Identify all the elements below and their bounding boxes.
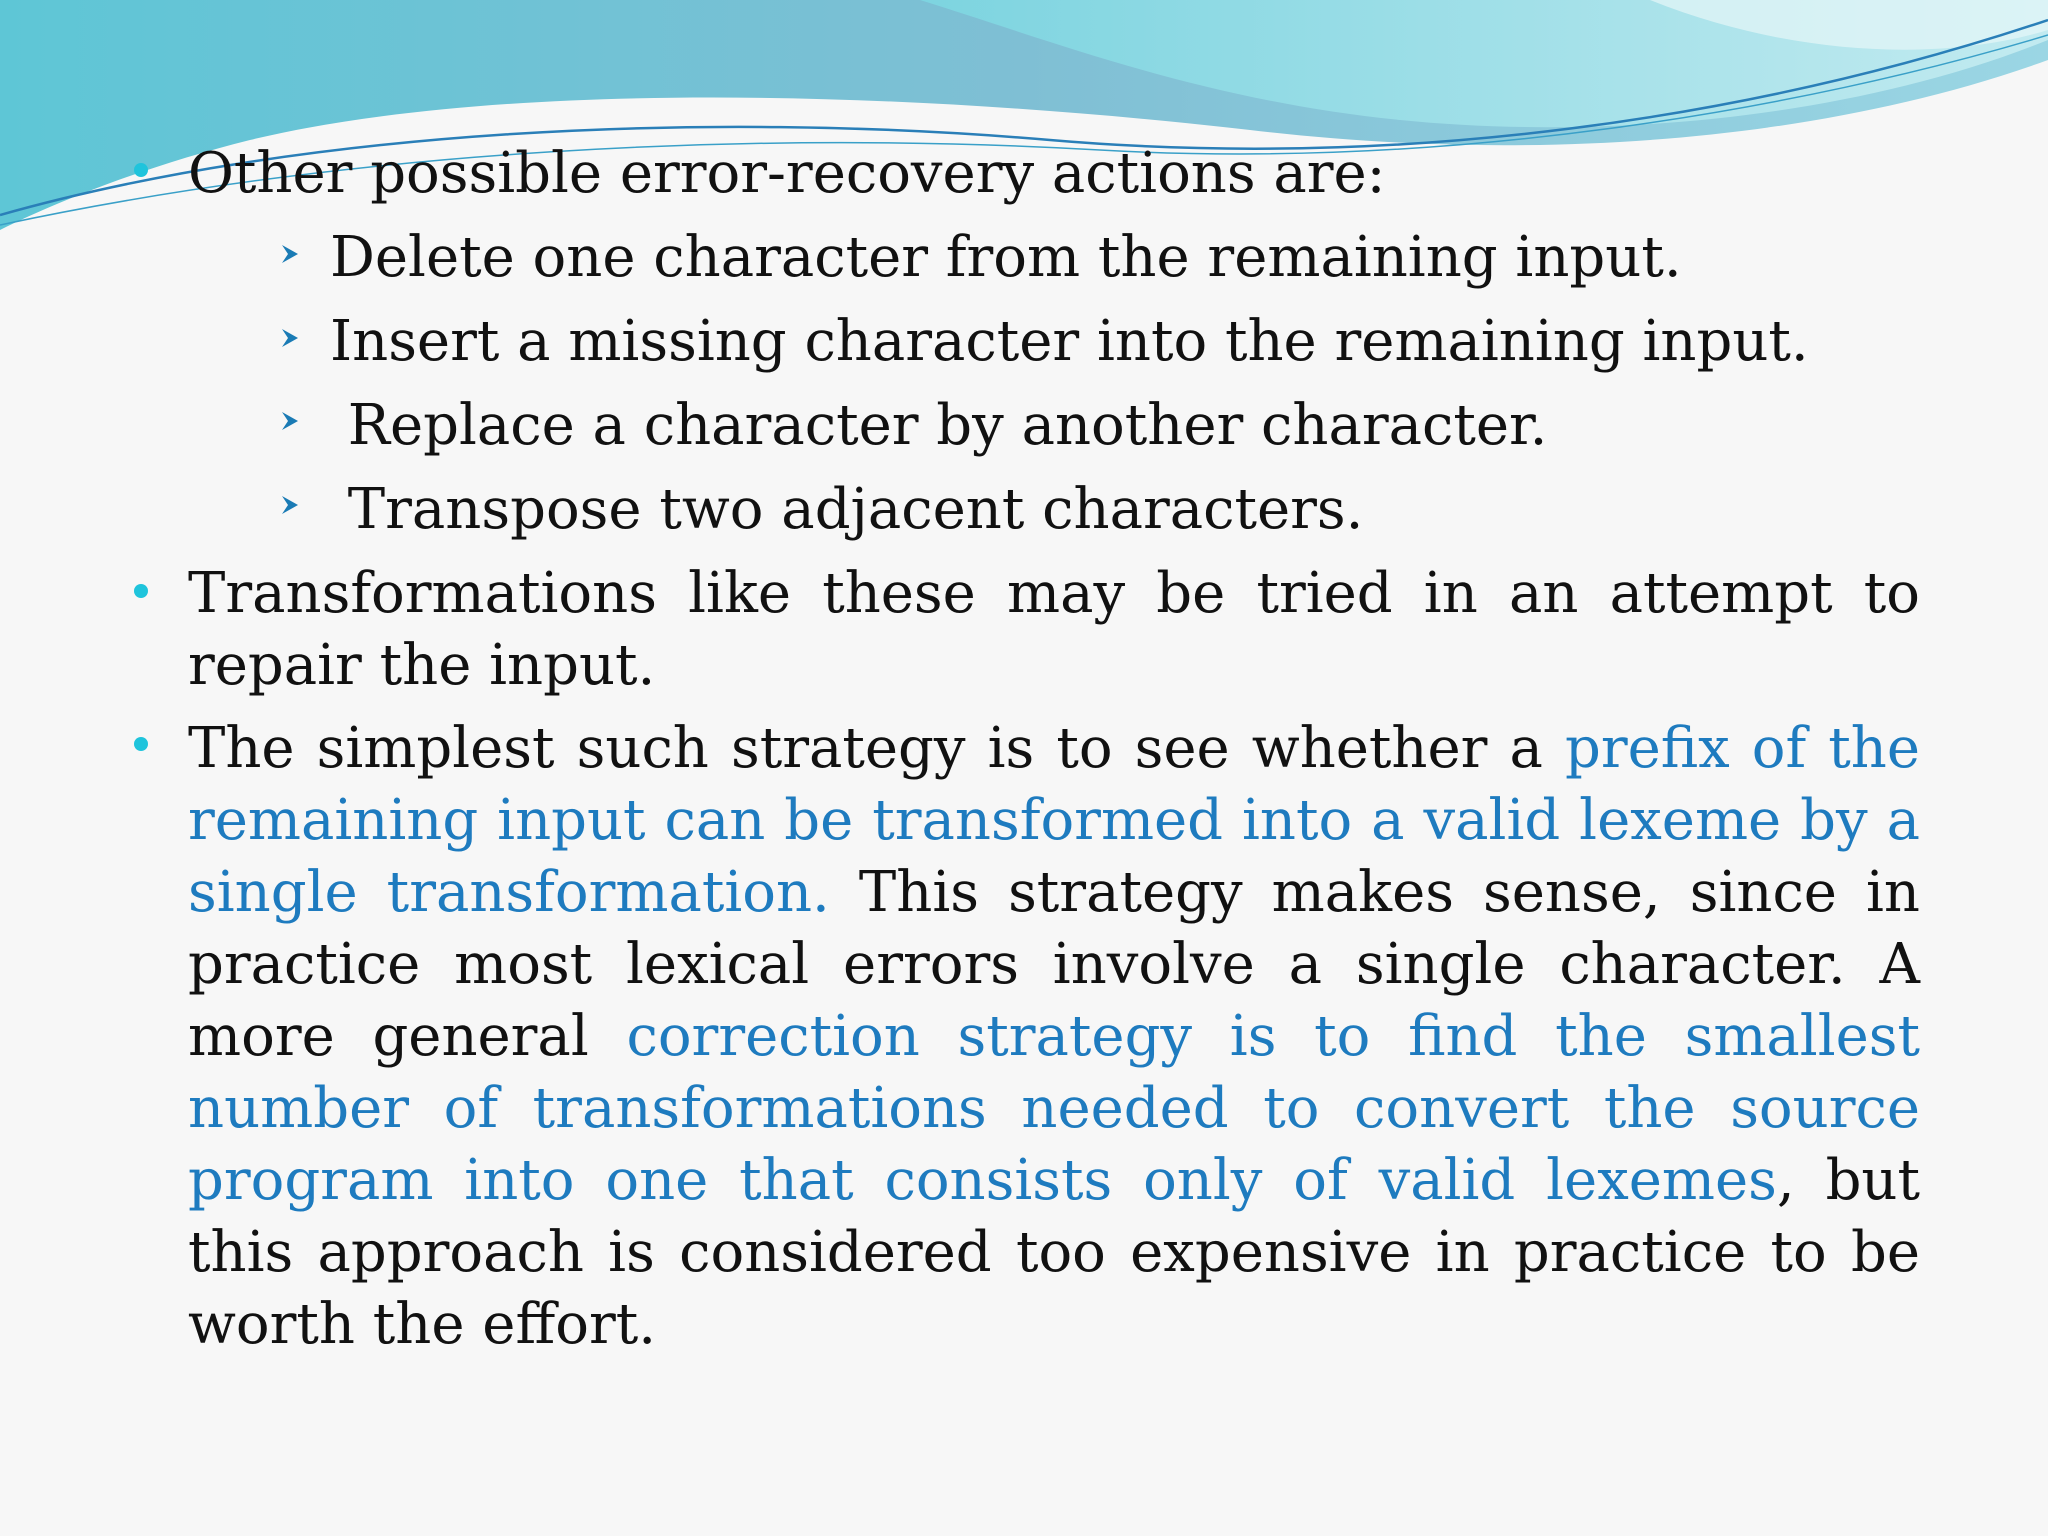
teal-dot-icon	[134, 737, 148, 751]
subitem-3-text: Replace a character by another character.	[330, 393, 1548, 458]
arrowhead-icon	[280, 494, 300, 516]
arrowhead-icon	[280, 243, 300, 265]
bullet-3-highlight-2: correction strategy is to find the smallest number of transformations needed to convert the source program into one that consists only of valid lexemes	[188, 1004, 1921, 1213]
bullet-1-text: Other possible error-recovery actions are:	[188, 141, 1386, 206]
subitem-4-text: Transpose two adjacent characters.	[330, 477, 1364, 542]
teal-dot-icon	[134, 163, 148, 177]
bullet-3-paragraph	[188, 713, 1920, 1361]
subitem-1-text: Delete one character from the remaining input.	[330, 225, 1682, 290]
bullet-3-highlight-1: prefix of the remaining input can be transformed into a valid lexeme by a single transformation.	[188, 716, 1921, 925]
teal-dot-icon	[134, 584, 148, 598]
bullet-3-text-part-2: This strategy makes sense, since in practice most lexical errors involve a single character. A more general	[188, 860, 1920, 1069]
bullet-2-text: Transformations like these may be tried in an attempt to repair the input.	[188, 561, 1920, 698]
bullet-3-text-part-3: , but this approach is considered too expensive in practice to be worth the effort.	[188, 1148, 1920, 1357]
arrowhead-icon	[280, 327, 300, 349]
arrowhead-icon	[280, 410, 300, 432]
subitem-2-text: Insert a missing character into the remaining input.	[330, 309, 1809, 374]
bullet-3-text-part-1: The simplest such strategy is to see whether a	[188, 716, 1565, 781]
